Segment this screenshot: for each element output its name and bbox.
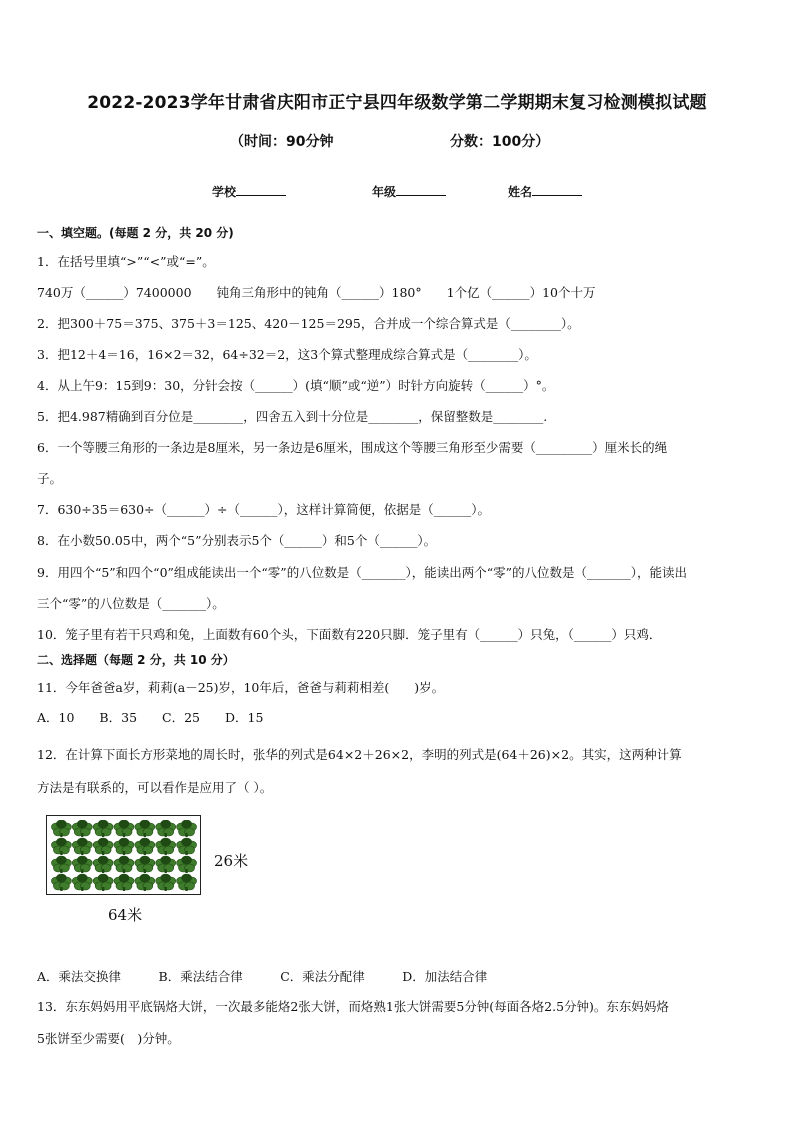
question-11: 11．今年爸爸a岁，莉莉(a－25)岁，10年后，爸爸与莉莉相差( )岁。 xyxy=(37,680,445,695)
cabbage-icon xyxy=(156,838,176,855)
cabbage-icon xyxy=(135,874,155,891)
cabbage-icon xyxy=(72,874,92,891)
name-blank[interactable] xyxy=(532,184,582,196)
cabbage-icon xyxy=(93,856,113,873)
question-line: 740万（______）7400000 钝角三角形中的钝角（______）180° 1个亿（______）10个十万 xyxy=(37,285,596,300)
question-line: 三个“零”的八位数是（_______）。 xyxy=(37,596,225,611)
name-field xyxy=(508,183,582,200)
question-line: 2．把300＋75＝375、375＋3＝125、420－125＝295，合并成一个综合算式是（________）。 xyxy=(37,316,580,331)
exam-score: 分数：100分） xyxy=(450,134,550,150)
question-13-line2: 5张饼至少需要( )分钟。 xyxy=(37,1031,180,1046)
grade-field xyxy=(372,183,446,200)
cabbage-icon xyxy=(177,820,197,837)
cabbage-icon xyxy=(51,874,71,891)
school-blank[interactable] xyxy=(236,184,286,196)
cabbage-icon xyxy=(135,820,155,837)
question-11-options: A．10 B．35 C．25 D．15 xyxy=(37,710,264,725)
page-title: 2022-2023学年甘肃省庆阳市正宁县四年级数学第二学期期末复习检测模拟试题 xyxy=(87,93,707,113)
cabbage-icon xyxy=(72,838,92,855)
grade-label: 年级 xyxy=(372,185,397,199)
cabbage-icon xyxy=(135,856,155,873)
question-13-line1: 13．东东妈妈用平底锅烙大饼，一次最多能烙2张大饼，而烙熟1张大饼需要5分钟(每面各烙2.5分钟)。东东妈妈烙 xyxy=(37,999,669,1014)
cabbage-icon xyxy=(177,838,197,855)
cabbage-icon xyxy=(72,856,92,873)
cabbage-icon xyxy=(72,820,92,837)
cabbage-icon xyxy=(156,874,176,891)
question-line: 6．一个等腰三角形的一条边是8厘米，另一条边是6厘米，围成这个等腰三角形至少需要（_________）厘米长的绳 xyxy=(37,440,668,455)
question-12-line2: 方法是有联系的，可以看作是应用了（ ）。 xyxy=(37,780,273,795)
cabbage-icon xyxy=(135,838,155,855)
figure-height-label: 26米 xyxy=(214,852,249,870)
question-12-line1: 12．在计算下面长方形菜地的周长时，张华的列式是64×2＋26×2，李明的列式是(64＋26)×2。其实，这两种计算 xyxy=(37,747,682,762)
question-line: 10．笼子里有若干只鸡和兔，上面数有60个头，下面数有220只脚．笼子里有（______）只兔，（______）只鸡． xyxy=(37,627,662,642)
cabbage-icon xyxy=(177,874,197,891)
section-heading-choice: 二、选择题（每题 2 分，共 10 分） xyxy=(37,653,235,667)
question-line: 9．用四个“5”和四个“0”组成能读出一个“零”的八位数是（_______），能读出两个“零”的八位数是（_______），能读出 xyxy=(37,565,687,580)
question-line: 7．630÷35＝630÷（______）÷（______），这样计算简便，依据是（______）。 xyxy=(37,502,490,517)
grade-blank[interactable] xyxy=(396,184,446,196)
cabbage-icon xyxy=(51,838,71,855)
question-line: 4．从上午9：15到9：30，分针会按（______）(填“顺”或“逆”）时针方向旋转（______）°。 xyxy=(37,378,555,393)
school-label: 学校 xyxy=(212,185,237,199)
vegetable-grid xyxy=(51,820,197,892)
exam-time: （时间：90分钟 xyxy=(230,134,334,150)
question-line: 3．把12＋4＝16，16×2＝32，64÷32＝2，这3个算式整理成综合算式是（________）。 xyxy=(37,347,537,362)
cabbage-icon xyxy=(51,820,71,837)
cabbage-icon xyxy=(51,856,71,873)
name-label: 姓名 xyxy=(508,185,533,199)
cabbage-icon xyxy=(114,820,134,837)
cabbage-icon xyxy=(114,838,134,855)
cabbage-icon xyxy=(114,874,134,891)
cabbage-icon xyxy=(177,856,197,873)
question-line: 8．在小数50.05中，两个“5”分别表示5个（______）和5个（______）。 xyxy=(37,533,437,548)
question-line: 子。 xyxy=(37,471,63,486)
question-12-options: A．乘法交换律 B．乘法结合律 C．乘法分配律 D．加法结合律 xyxy=(37,969,488,984)
question-line: 5．把4.987精确到百分位是________，四舍五入到十分位是________，保留整数是________. xyxy=(37,409,548,424)
question-line: 1．在括号里填“>”“<”或“=”。 xyxy=(37,254,215,269)
cabbage-icon xyxy=(93,838,113,855)
cabbage-icon xyxy=(114,856,134,873)
cabbage-icon xyxy=(156,820,176,837)
section-heading-fill-blank: 一、填空题。(每题 2 分，共 20 分) xyxy=(37,226,234,240)
figure-width-label: 64米 xyxy=(108,906,143,924)
cabbage-icon xyxy=(156,856,176,873)
school-field xyxy=(212,183,286,200)
cabbage-icon xyxy=(93,820,113,837)
vegetable-field-figure xyxy=(46,815,201,895)
cabbage-icon xyxy=(93,874,113,891)
